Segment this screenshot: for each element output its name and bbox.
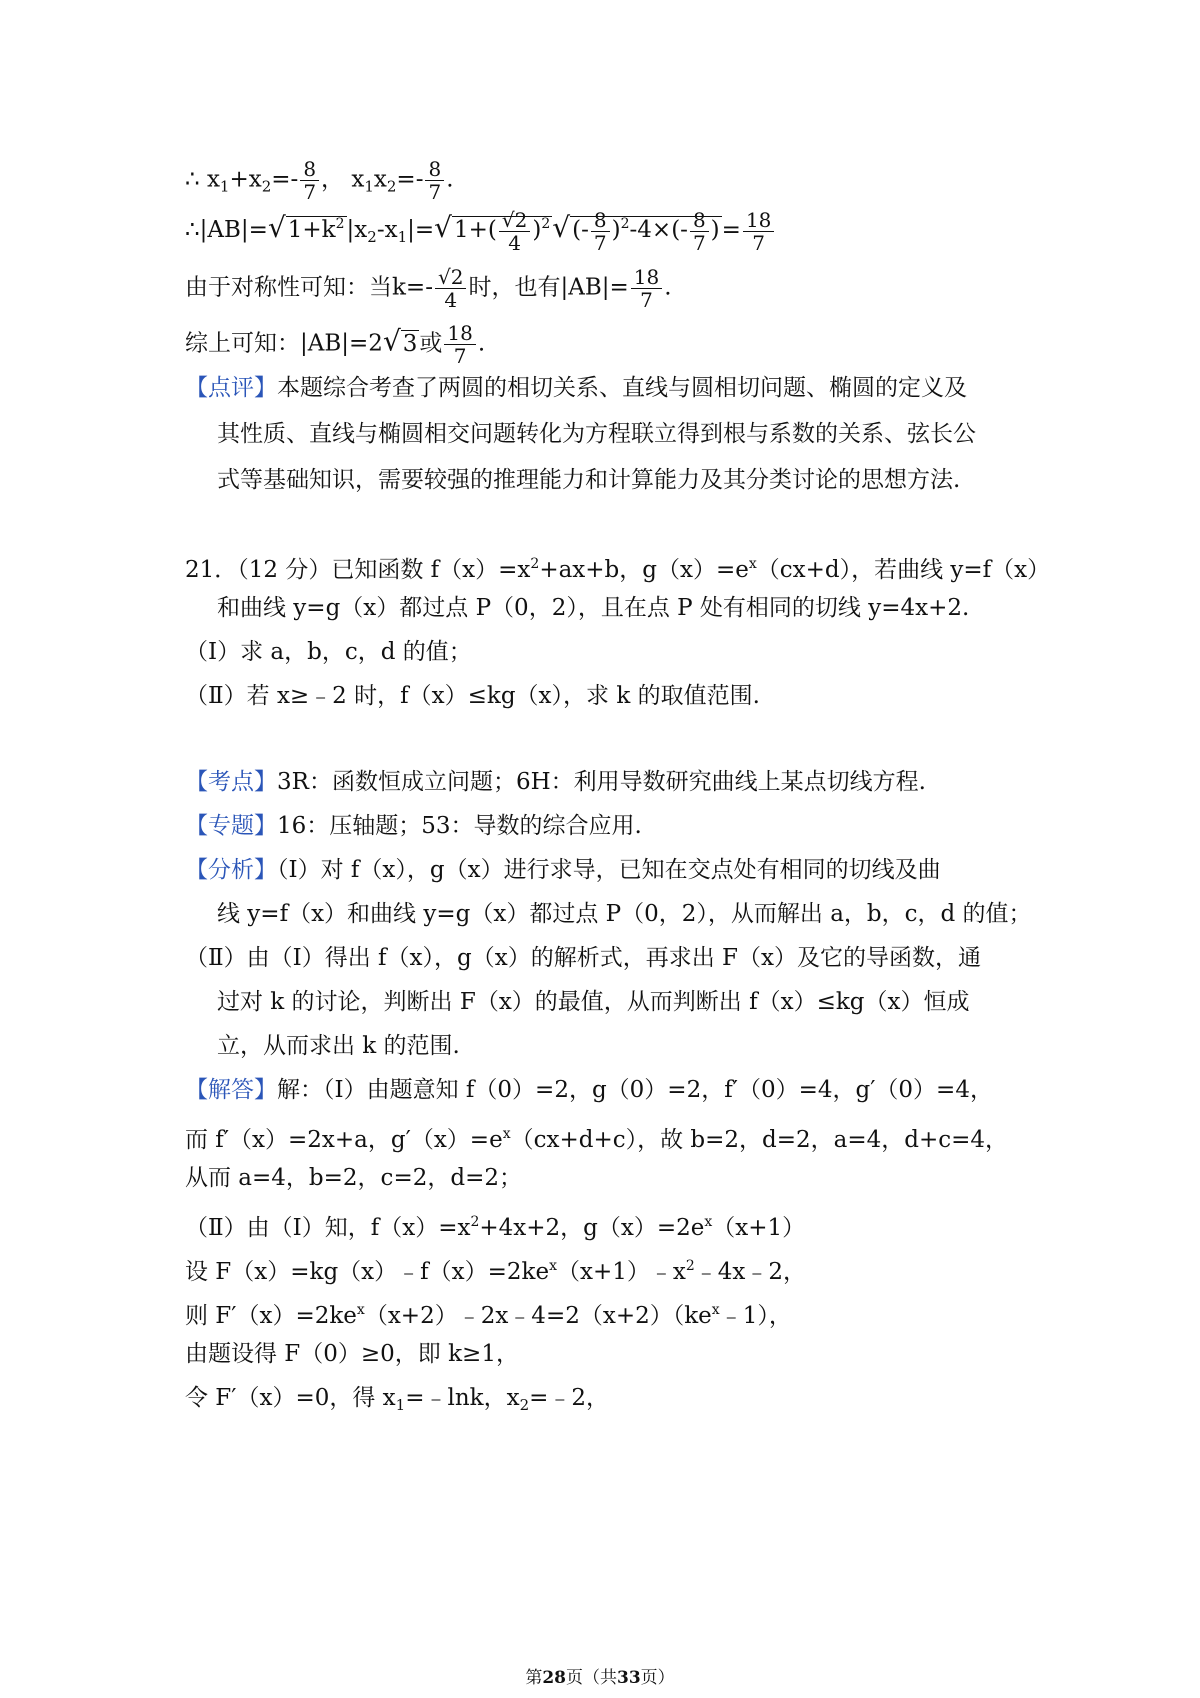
fenxi-line-4 <box>217 986 970 1018</box>
math-text: k=- <box>392 274 433 301</box>
fenxi-text: （Ⅰ）对 f（x），g（x）进行求导，已知在交点处有相同的切线及曲 <box>277 857 941 883</box>
fraction: $\frac{18}{7}$ <box>631 266 662 311</box>
math-text: . <box>664 274 672 301</box>
math-text: |AB| <box>560 274 610 301</box>
math-text: 2 <box>368 330 383 357</box>
math-text: =- <box>396 166 424 193</box>
kaodian-label: 【考点】 <box>185 769 277 795</box>
comment-text: 式等基础知识，需要较强的推理能力和计算能力及其分类讨论的思想方法. <box>217 467 961 493</box>
problem-text: （Ⅰ）求 a，b，c，d 的值； <box>185 639 472 665</box>
jieda-line-2: 而 f′（x）=2x+a，$g'(x)=e^x(cx+d+c)$，故 b=2，d=2，a=4，d+c=4， <box>185 1126 1009 1153</box>
fenxi-line-3 <box>185 942 981 974</box>
math-text: = <box>609 274 629 301</box>
radicand: (- $\frac{8}{7}$ )$^2$-4×(- $\frac{8}{7}$ ) <box>572 207 720 255</box>
comment-line-3 <box>217 464 960 496</box>
fraction: $\frac{√2}{4}$ <box>435 266 466 311</box>
fenxi-text: （Ⅱ）由（I）得出 f（x），g（x）的解析式，再求出 F（x）及它的导函数，通 <box>185 945 981 971</box>
fenxi-label: 【分析】 <box>185 857 277 883</box>
math-sub: 2 <box>367 228 377 246</box>
comment-text: 本题综合考查了两圆的相切关系、直线与圆相切问题、椭圆的定义及 <box>277 375 967 401</box>
fenxi-text: 线 y=f（x）和曲线 y=g（x）都过点 P（0，2），从而解出 a，b，c，d 的值； <box>217 901 1032 927</box>
jieda-line-3: 从而 a=4，b=2，c=2，d=2； <box>185 1165 522 1191</box>
jieda-line-6: 则 $F'(x)=2ke^x(x+2)﹣2x﹣4=2(x+2)(ke^x﹣1)$， <box>185 1302 792 1329</box>
zhuanti-text: 16：压轴题；53：导数的综合应用. <box>277 813 642 839</box>
math-text: = <box>349 330 369 357</box>
problem21-part-1 <box>185 636 472 668</box>
math-text: x <box>373 166 387 193</box>
problem21-part-2 <box>185 680 760 712</box>
fenxi-text: 过对 k 的讨论，判断出 F（x）的最值，从而判断出 f（x）≤kg（x）恒成 <box>217 989 970 1015</box>
math-text: = <box>248 217 268 243</box>
problem-text: （Ⅱ）若 x≥﹣2 时，f（x）≤kg（x），求 k 的取值范围. <box>185 683 760 709</box>
jieda-line-5: 设 $F(x)=kg(x)﹣f(x)=2ke^x(x+1)﹣x^2﹣4x﹣2$， <box>185 1258 807 1285</box>
radical-sign: √ <box>267 211 286 244</box>
problem-text: +ax+b，g（x）=e <box>539 557 749 583</box>
comment-line-2 <box>217 418 976 450</box>
math-line-4 <box>185 322 485 367</box>
fenxi-text: 立，从而求出 k 的范围. <box>217 1033 460 1059</box>
math-text: |x <box>346 217 368 243</box>
math-sub: 1 <box>219 177 230 196</box>
math-text: |= <box>407 217 435 243</box>
math-text: |AB| <box>300 330 350 357</box>
jieda-text: 解：（Ⅰ）由题意知 f（0）=2，g（0）=2，f′（0）=4，g′（0）=4， <box>277 1077 993 1103</box>
radicand: 3 <box>402 330 418 357</box>
problem21-line-1: 21．（12 分）已知函数 $f(x)=x^2+ax+b$，$g(x)=e^x(cx+d)$，若曲线 y=f（x） <box>185 556 1051 583</box>
comment-text: 其性质、直线与椭圆相交问题转化为方程联立得到根与系数的关系、弦长公 <box>217 421 976 447</box>
problem-text: 和曲线 y=g（x）都过点 P（0，2），且在点 P 处有相同的切线 y=4x+2. <box>217 595 970 621</box>
radicand: $1+k^2$ <box>287 216 345 243</box>
jieda-label: 【解答】 <box>185 1077 277 1103</box>
radicand: 1+( $\frac{√2}{4}$ )$^2$ <box>454 207 551 255</box>
jieda-line-8: 令 F′（x）=0，得 $x_1=﹣\ln k$，$x_2=﹣2$， <box>185 1385 610 1414</box>
math-line-3 <box>185 266 672 311</box>
zhuanti-label: 【专题】 <box>185 813 277 839</box>
page-footer: 第28页（共33页） <box>525 1668 675 1688</box>
comment-line-1 <box>185 372 967 404</box>
math-text: 由于对称性可知：当 <box>185 274 392 301</box>
zhuanti-line <box>185 810 642 842</box>
page-number: 28 <box>542 1668 566 1688</box>
math-sub: 2 <box>261 177 272 196</box>
page-total: 33 <box>617 1668 641 1688</box>
math-line-1 <box>185 158 454 203</box>
radical-sign: √ <box>382 324 401 358</box>
problem21-line-2 <box>217 592 969 624</box>
math-line-2 <box>185 208 776 254</box>
jieda-line-4: （Ⅱ）由（I）知，$f(x)=x^2+4x+2$，$g(x)=2e^x(x+1)$ <box>185 1214 806 1241</box>
radical-sign: √ <box>434 211 452 244</box>
math-text: 综上可知： <box>185 330 300 357</box>
math-text: ∴ <box>185 217 200 243</box>
math-sub: 1 <box>397 228 408 246</box>
math-text: ， x <box>321 166 365 193</box>
kaodian-text: 3R：函数恒成立问题；6H：利用导数研究曲线上某点切线方程. <box>277 769 926 795</box>
fraction: $\frac{8}{7}$ <box>425 158 444 203</box>
math-text: . <box>446 166 454 193</box>
math-text: . <box>477 330 486 357</box>
math-text: ∴ x <box>185 166 220 193</box>
fraction: $\frac{8}{7}$ <box>300 158 319 203</box>
math-text: -x <box>376 217 398 243</box>
math-sub: 1 <box>364 177 374 196</box>
math-text: 或 <box>419 330 443 357</box>
math-text: 时，也有 <box>468 274 561 301</box>
fenxi-line-2 <box>217 898 1032 930</box>
fraction: $\frac{18}{7}$ <box>444 322 475 367</box>
fenxi-line-1 <box>185 854 941 886</box>
problem-text: （cx+d），若曲线 y=f（x） <box>756 557 1051 583</box>
fraction: $\frac{18}{7}$ <box>743 209 774 254</box>
math-text: =- <box>271 166 299 193</box>
math-text: +x <box>229 166 262 193</box>
jieda-line-7: 由题设得 F（0）≥0，即 k≥1， <box>185 1341 519 1367</box>
jieda-line-1 <box>185 1074 993 1106</box>
problem-text: 21．（12 分）已知函数 f（x）=x <box>185 557 531 583</box>
fenxi-line-5 <box>217 1030 460 1062</box>
math-text: |AB| <box>199 217 249 243</box>
math-sub: 2 <box>386 177 397 196</box>
radical-sign: √ <box>552 211 571 244</box>
math-text: = <box>721 217 741 243</box>
kaodian-line <box>185 766 926 798</box>
comment-label: 【点评】 <box>185 375 277 401</box>
